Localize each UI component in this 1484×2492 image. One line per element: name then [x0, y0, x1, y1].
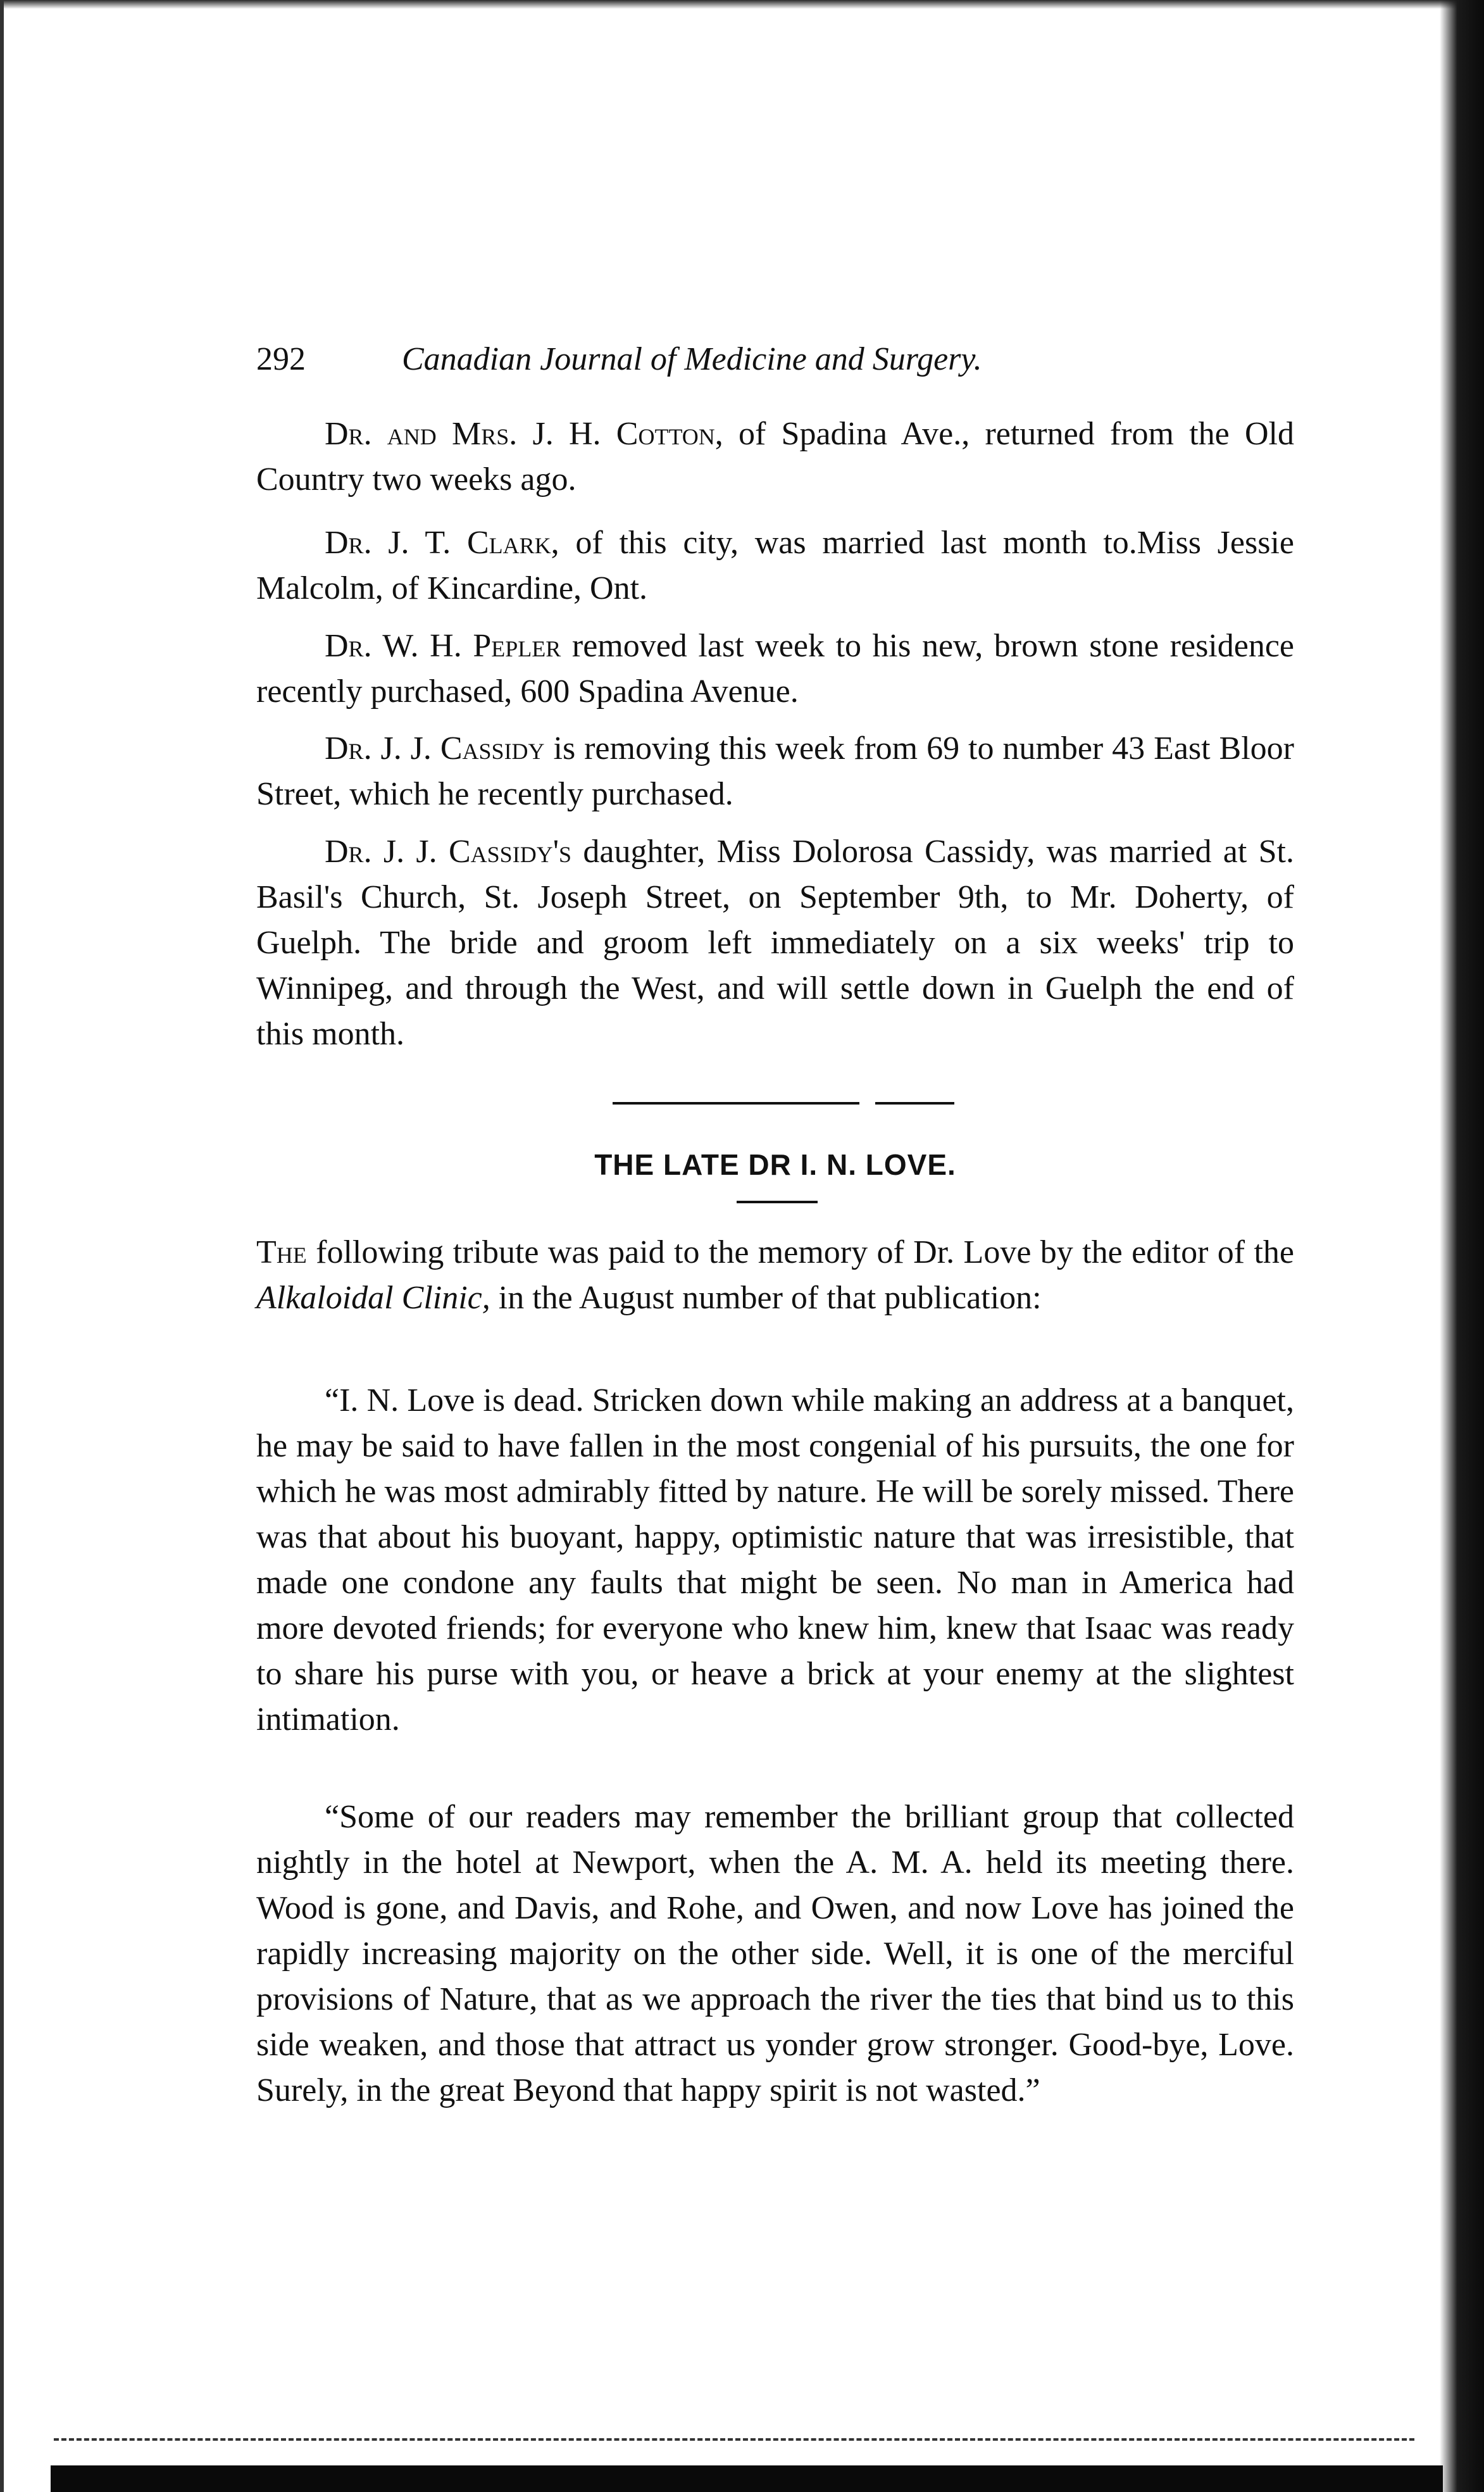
news-item-name: Dr. W. H. Pepler [325, 628, 561, 664]
news-item-text: daughter, Miss Dolorosa Cassidy, was married at St. Basil's Church, St. Joseph Street, on September 9th, to Mr. Doherty, of Guelph. The bride and groom left immediately on a six weeks' trip to Winnipeg, and through the West, and will settle down in Guelph the end of this month. [256, 834, 1295, 1052]
news-item-cotton [256, 411, 1294, 503]
journal-title: Canadian Journal of Medicine and Surgery. [402, 341, 982, 377]
news-item-cassidy-wedding [256, 829, 1294, 1057]
page-number: 292 [256, 341, 306, 377]
intro-text-after: in the August number of that publication: [490, 1280, 1042, 1316]
news-item-cassidy-move [256, 726, 1294, 817]
intro-text-before: following tribute was paid to the memory of Dr. Love by the editor of the [306, 1234, 1294, 1270]
running-head [256, 334, 1142, 385]
news-item-name: Dr. J. T. Clark, [325, 525, 559, 561]
news-item-text: of this city, was married last month to.Miss Jessie Malcolm, of Kincardine, Ont. [256, 525, 1294, 606]
intro-publication-name: Alkaloidal Clinic, [256, 1280, 490, 1316]
article-intro [256, 1230, 1294, 1321]
quote-paragraph-1: “I. N. Love is dead. Stricken down while making an address at a banquet, he may be said to have fallen in the most congenial of his pursuits, the one for which he was most admirably fitted by nature. He will be sorely missed. There was that about his buoyant, happy, optimistic nature that was irresistible, that made one condone any faults that might be seen. No man in America had more devoted friends; for everyone who knew him, knew that Isaac was ready to share his purse with you, or heave a brick at your enemy at the slightest intimation. [256, 1382, 1294, 1738]
section-separator-rule-left [613, 1102, 859, 1105]
news-item-name: Dr. J. J. Cassidy [325, 730, 545, 767]
news-item-text: removed last week to his new, brown stone residence recently purchased, 600 Spadina Avenue. [256, 628, 1294, 710]
news-item-text: of Spadina Ave., returned from the Old Country two weeks ago. [256, 416, 1294, 498]
news-item-pepler [256, 623, 1294, 715]
section-separator-rule-right [875, 1102, 954, 1105]
heading-underline-rule [737, 1201, 818, 1203]
news-item-name: Dr. and Mrs. J. H. Cotton, [325, 416, 723, 452]
article-heading: THE LATE DR I. N. LOVE. [594, 1148, 956, 1181]
quote-paragraph-2: “Some of our readers may remember the brilliant group that collected nightly in the hotel at Newport, when the A. M. A. held its meeting there. Wood is gone, and Davis, and Rohe, and Owen, and now Love has joined the rapidly increasing majority on the other side. Well, it is one of the merciful provisions of Nature, that as we approach the river the ties that bind us to this side weaken, and those that attract us yonder grow stronger. Good-bye, Love. Surely, in the great Beyond that happy spirit is not wasted.” [256, 1799, 1294, 2108]
news-item-text: is removing this week from 69 to number 43 East Bloor Street, which he recently purchased. [256, 730, 1295, 812]
news-item-clark [256, 520, 1294, 611]
news-item-name: Dr. J. J. Cassidy's [325, 834, 572, 870]
intro-lead-word: The [256, 1234, 307, 1270]
